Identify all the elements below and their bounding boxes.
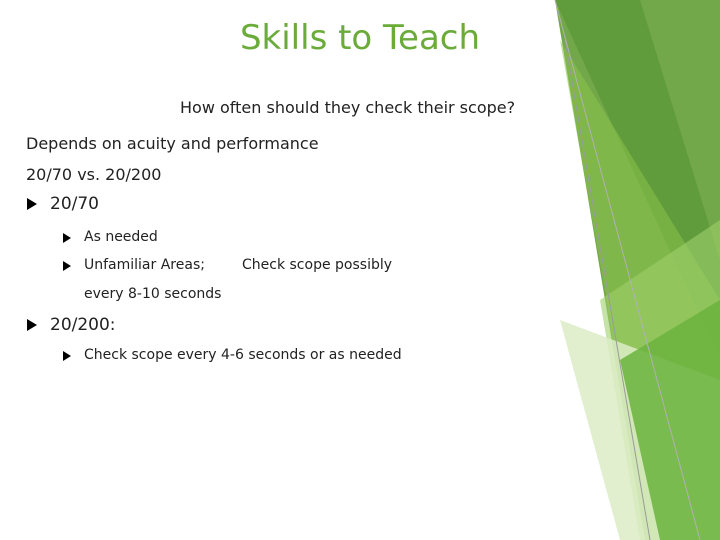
bullet-marker-icon <box>27 319 37 331</box>
sub-bullet-continuation: every 8-10 seconds <box>84 286 222 302</box>
slide-subtitle: How often should they check their scope? <box>180 98 516 117</box>
sub-bullet-marker-icon <box>63 261 71 271</box>
intro-line-1: Depends on acuity and performance <box>26 134 319 153</box>
sub-bullet-as-needed: As needed <box>84 229 158 245</box>
slide-title: Skills to Teach <box>239 18 481 58</box>
bullet-20-70: 20/70 <box>50 194 99 214</box>
sub-bullet-check-scope-4-6: Check scope every 4-6 seconds or as needed <box>84 347 402 363</box>
intro-line-2: 20/70 vs. 20/200 <box>26 165 162 184</box>
sub-bullet-check-scope-possibly: Check scope possibly <box>242 257 393 273</box>
sub-bullet-marker-icon <box>63 233 71 243</box>
sub-bullet-marker-icon <box>63 351 71 361</box>
bullet-20-200: 20/200: <box>50 315 116 335</box>
sub-bullet-unfamiliar-areas: Unfamiliar Areas; <box>84 257 205 273</box>
bullet-marker-icon <box>27 198 37 210</box>
